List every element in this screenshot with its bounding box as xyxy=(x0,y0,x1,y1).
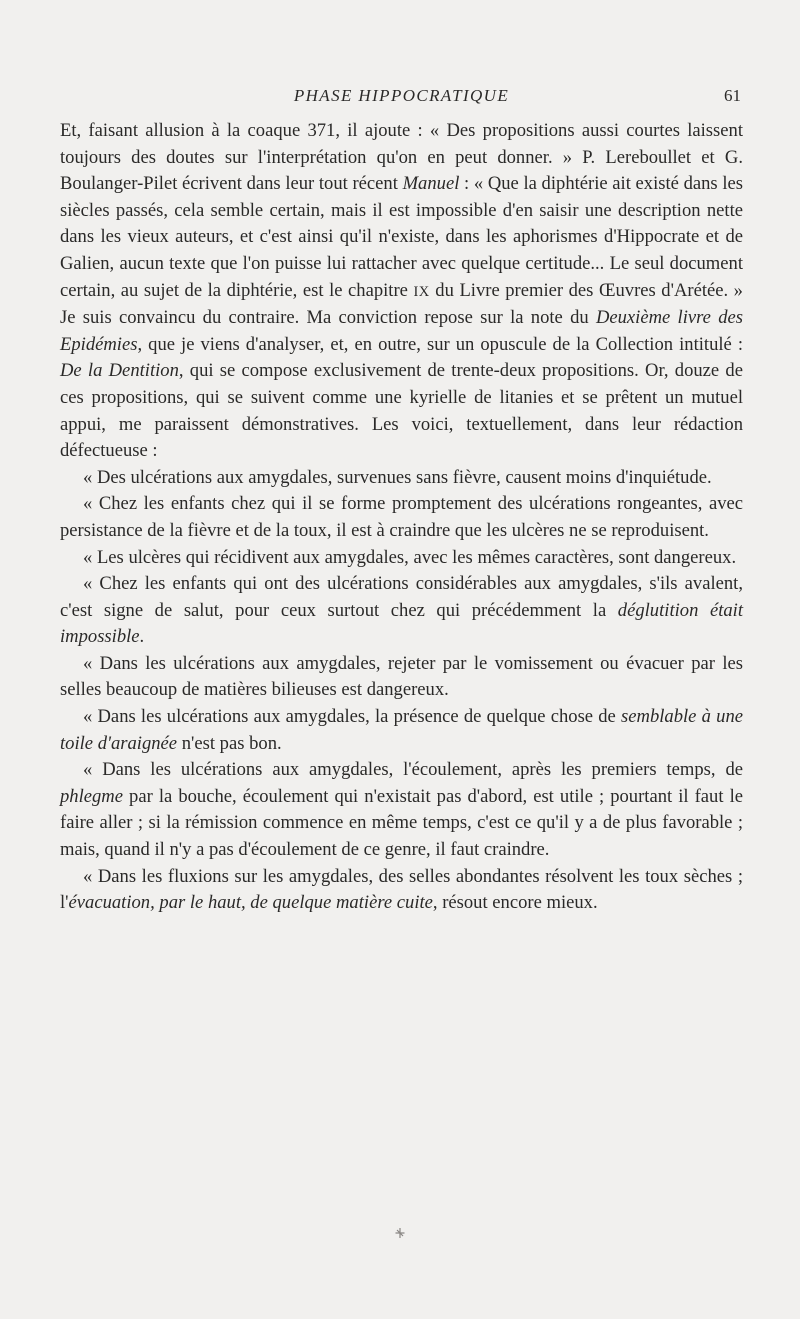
text-run: « Dans les ulcérations aux amygdales, l'écoulement, après les premiers temps, de xyxy=(83,759,743,781)
quotation-3: « Les ulcères qui récidivent aux amygdales, avec les mêmes caractères, sont dangereux. xyxy=(83,546,737,568)
running-head xyxy=(60,82,743,110)
quotation-4 xyxy=(60,571,743,651)
quotation-2: « Chez les enfants chez qui il se forme promptement des ulcérations rongeantes, avec persistance de la fièvre et de la toux, il est à craindre que les ulcères ne se reproduisent. xyxy=(60,493,743,541)
text-run: . xyxy=(139,626,145,648)
text-run: Et, faisant allusion à la coaque 371, il ajoute : « Des propositions aussi courtes laissent toujours des doutes sur l'interprétation qu'on en peut donner. » P. Lereboullet et G. Boulanger-Pilet écrivent dans leur tout récent xyxy=(60,120,743,195)
quotation-1: « Des ulcérations aux amygdales, survenues sans fièvre, causent moins d'inquiétude. xyxy=(83,466,712,488)
italic-title-dentition: De la Dentition xyxy=(60,360,179,382)
body-text xyxy=(60,118,743,917)
text-run: , que je viens d'analyser, et, en outre, sur un opuscule de la Collection intitulé : xyxy=(137,333,743,355)
text-run: , qui se compose exclusivement de trente-deux propositions. Or, douze de ces propositions, qui se suivent comme une kyrielle de litanies et se prêtent un mutuel appui, me paraissent démonstratives. Les voici, textuellement, dans leur rédaction défectueuse : xyxy=(60,360,743,462)
text-run: du Livre premier des Œuvres d'Arétée. » Je suis convaincu du contraire. Ma conviction repose sur la note du xyxy=(60,279,743,329)
italic-phrase: évacuation, par le haut, de quelque matière cuite xyxy=(68,892,433,914)
italic-title-manuel: Manuel xyxy=(402,173,460,195)
text-run: par la bouche, écoulement qui n'existait pas d'abord, est utile ; pourtant il faut le faire aller ; si la rémission commence en même temps, c'est ce qu'il y a de plus favorable ; mais, quand il n'y a pas d'écoulement de ce genre, il faut craindre. xyxy=(60,785,743,861)
italic-phrase: phlegme xyxy=(60,785,123,807)
printer-mark-icon xyxy=(394,1227,406,1239)
italic-phrase: semblable à une toile d'araignée xyxy=(60,706,743,754)
italic-phrase: déglutition était impossible xyxy=(60,599,743,648)
text-run: « Chez les enfants qui ont des ulcérations considérables aux amygdales, s'ils avalent, c'est signe de salut, pour ceux surtout chez qui précédemment la xyxy=(60,573,743,621)
quotation-8 xyxy=(60,864,743,917)
text-run: , résout encore mieux. xyxy=(432,892,598,914)
quotation-7 xyxy=(60,757,743,863)
chapter-roman-numeral: IX xyxy=(413,283,430,300)
page-number: 61 xyxy=(724,86,741,105)
paragraph-1 xyxy=(60,118,743,465)
running-title: PHASE HIPPOCRATIQUE xyxy=(293,86,510,105)
text-run: « Dans les ulcérations aux amygdales, la présence de quelque chose de xyxy=(83,706,622,728)
quotation-6 xyxy=(60,704,743,757)
text-run: n'est pas bon. xyxy=(177,732,282,754)
text-run: « Dans les fluxions sur les amygdales, des selles abondantes résolvent les toux sèches ; l' xyxy=(60,865,743,914)
text-run: : « Que la diphtérie ait existé dans les siècles passés, cela semble certain, mais il est impossible d'en saisir une description nette dans les vieux auteurs, et c'est ainsi qu'il n'existe, dans les aphorismes d'Hippocrate et de Galien, aucun texte que l'on puisse lui rattacher avec quelque certitude... Le seul document certain, au sujet de la diphtérie, est le chapitre xyxy=(60,173,743,301)
quotation-5: « Dans les ulcérations aux amygdales, rejeter par le vomissement ou évacuer par les selles beaucoup de matières bilieuses est dangereux. xyxy=(60,652,743,701)
italic-title-epidemies: Deuxième livre des Epidémies xyxy=(60,307,743,355)
